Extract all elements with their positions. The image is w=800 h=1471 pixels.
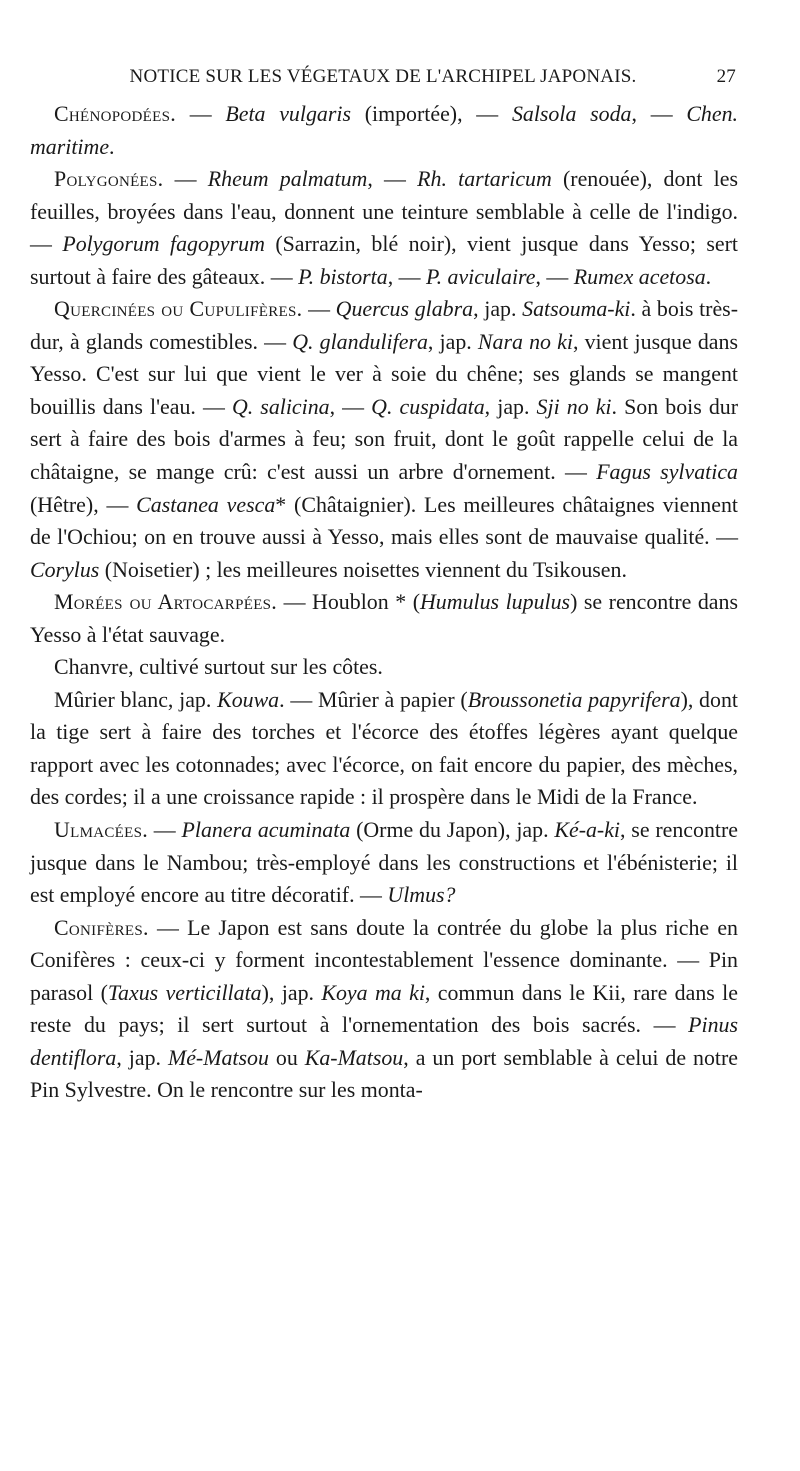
italic-term: Q. salicina <box>231 393 330 419</box>
italic-term: P. bistorta <box>298 263 388 289</box>
italic-term: Chen. maritime <box>30 101 739 159</box>
text-run: Mûrier blanc, jap. <box>54 686 218 712</box>
italic-term: Ulmus? <box>387 882 456 908</box>
text-run: ), dont la tige sert à faire des torches et l'écorce des étoffes légères ayant quelque rapport avec les cotonnades; avec l'écorce, on fait encore du papier, des mèches, des cordes; il a une croissance rapide : il prospère dans le Midi de la France. <box>30 686 738 810</box>
italic-term: Polygorum fagopyrum <box>62 231 265 257</box>
italic-term: Rh. tartaricum <box>417 166 552 192</box>
text-run: (importée), — <box>350 101 512 126</box>
family-heading: Quercinées ou Cupulifères. <box>54 296 303 322</box>
text-run: . <box>109 133 115 159</box>
text-run: , jap. <box>484 393 537 419</box>
text-run: . à bois très-dur, à glands comestibles. — <box>30 296 738 354</box>
italic-term: Ka-Matsou <box>304 1044 404 1070</box>
text-run: (Orme du Japon), jap. <box>350 817 555 843</box>
italic-term: Taxus verticillata <box>107 979 262 1005</box>
text-run: , — <box>387 263 427 289</box>
text-run: , — <box>367 166 418 192</box>
italic-term: Fagus sylvatica <box>596 459 738 485</box>
text-run: * (Châtaignier). Les meilleures châtaignes viennent de l'Ochiou; on en trouve aussi à Yesso, mais elles sont de mauvaise qualité. — <box>30 491 738 550</box>
text-run: — Houblon * ( <box>277 589 420 615</box>
text-run: (Hêtre), — <box>30 491 137 517</box>
italic-term: Corylus <box>30 556 100 582</box>
text-run: (renouée), dont les feuilles, broyées dans l'eau, donnent une teinture semblable à celle de l'indigo. — <box>30 166 738 257</box>
italic-term: Salsola soda <box>511 101 632 126</box>
text-run: (Noisetier) ; les meilleures noisettes viennent du Tsikousen. <box>99 556 627 582</box>
text-run: (Sarrazin, blé noir), vient jusque dans Yesso; sert surtout à faire des gâteaux. — <box>30 231 738 289</box>
family-heading: Polygonées. <box>54 166 164 192</box>
italic-term: Pinus dentiflora <box>30 1012 738 1070</box>
paragraph <box>30 293 738 586</box>
italic-term: Beta vulgaris <box>225 101 351 126</box>
text-run: , jap. <box>427 328 478 354</box>
text-run: , se rencontre jusque dans le Nambou; très-employé dans les constructions et l'ébénisterie; il est employé encore au titre décoratif. — <box>30 817 738 908</box>
italic-term: Castanea vesca <box>136 491 276 517</box>
italic-term: Sji no ki <box>536 393 612 419</box>
paragraph <box>30 163 738 293</box>
italic-term: Broussonetia papyrifera <box>467 686 681 712</box>
text-run: — <box>148 817 182 843</box>
italic-term: Kouwa <box>217 686 280 712</box>
text-run: — <box>302 296 336 322</box>
text-run: , — <box>535 263 574 289</box>
text-run: , jap. <box>473 296 523 322</box>
text-run: . — Mûrier à papier ( <box>279 686 468 712</box>
text-run: — <box>163 166 208 192</box>
running-title: NOTICE SUR LES VÉGETAUX DE L'ARCHIPEL JAPONAIS. <box>129 66 637 87</box>
italic-term: P. aviculaire <box>426 263 536 289</box>
italic-term: Satsouma-ki <box>522 296 631 322</box>
text-run: ), jap. <box>261 979 322 1005</box>
italic-term: Planera acuminata <box>181 817 351 843</box>
paragraph <box>30 912 738 1107</box>
text-run: . Son bois dur sert à faire des bois d'armes à feu; son fruit, dont le goût rappelle celui de la châtaigne, se mange crû: c'est aussi un arbre d'ornement. — <box>30 393 739 485</box>
page-body <box>30 98 738 1107</box>
italic-term: Nara no ki <box>477 328 573 354</box>
text-run: , commun dans le Kii, rare dans le reste du pays; il sert surtout à l'ornementation des bois sacrés. — <box>30 979 738 1038</box>
text-run: — <box>176 101 226 126</box>
italic-term: Ké-a-ki <box>554 817 621 843</box>
text-run: . <box>705 263 712 289</box>
family-heading: Ulmacées. <box>54 817 148 843</box>
italic-term: Quercus glabra <box>335 296 474 322</box>
text-run: Chanvre, cultivé surtout sur les côtes. <box>54 654 383 680</box>
page-number: 27 <box>716 66 736 87</box>
text-run: ) se rencontre dans Yesso à l'état sauvage. <box>30 589 738 647</box>
paragraph <box>30 814 738 912</box>
italic-term: Q. glandulifera <box>292 328 428 354</box>
paragraph <box>30 684 738 814</box>
text-run: , — <box>631 101 687 126</box>
italic-term: Rumex acetosa <box>573 263 706 289</box>
italic-term: Mé-Matsou <box>167 1044 269 1070</box>
text-run: , a un port semblable à celui de notre Pin Sylvestre. On le rencontre sur les monta- <box>30 1044 738 1103</box>
text-run: , vient jusque dans Yesso. C'est sur lui que vient le ver à soie du chêne; ses glands se mangent bouillis dans l'eau. — <box>30 328 738 419</box>
paragraph <box>30 651 738 684</box>
family-heading: Morées ou Artocarpées. <box>54 589 278 615</box>
text-run: , jap. <box>116 1044 168 1070</box>
running-header <box>30 66 736 88</box>
italic-term: Koya ma ki <box>321 979 425 1005</box>
family-heading: Chénopodées. <box>54 101 177 126</box>
family-heading: Conifères. <box>54 914 149 940</box>
paragraph <box>30 98 738 163</box>
text-run: — Le Japon est sans doute la contrée du globe la plus riche en Conifères : ceux-ci y forment incontestablement l'essence dominante. — Pin parasol ( <box>30 914 738 1005</box>
italic-term: Rheum palmatum <box>207 166 368 192</box>
text-run: ou <box>268 1044 305 1070</box>
text-run: , — <box>329 393 372 419</box>
italic-term: Humulus lupulus <box>420 589 571 615</box>
italic-term: Q. cuspidata <box>371 393 485 419</box>
paragraph <box>30 586 738 651</box>
